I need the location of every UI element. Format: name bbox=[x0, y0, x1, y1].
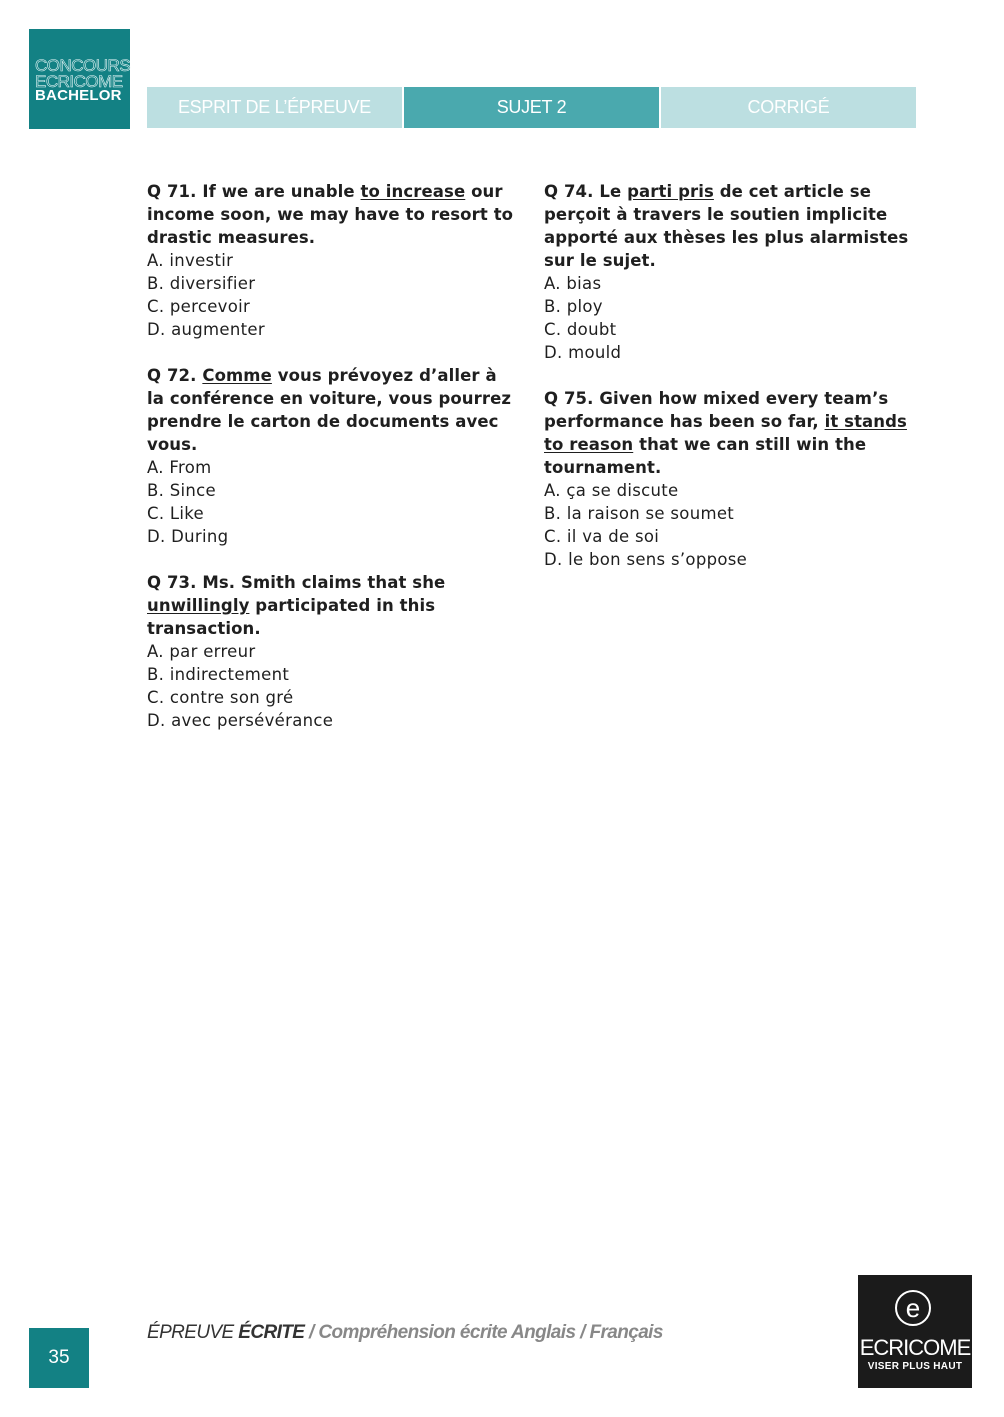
option-d: D. mould bbox=[544, 343, 622, 362]
page-number: 35 bbox=[29, 1328, 89, 1388]
footer-epreuve: ÉPREUVE bbox=[147, 1322, 239, 1343]
option-b: B. la raison se soumet bbox=[544, 504, 735, 523]
section-tabs bbox=[147, 87, 916, 128]
underlined-term: to increase bbox=[360, 182, 466, 201]
option-d: D. avec persévérance bbox=[147, 711, 334, 730]
concours-logo bbox=[29, 29, 130, 129]
ecricome-e-icon: e bbox=[895, 1290, 931, 1326]
right-column bbox=[544, 180, 914, 594]
left-column bbox=[147, 180, 517, 755]
question-72-text: Q 72. Comme vous prévoyez d’aller à la conférence en voiture, vous pourrez prendre le carton de documents avec vous. bbox=[147, 366, 512, 454]
option-c: C. doubt bbox=[544, 320, 617, 339]
option-b: B. diversifier bbox=[147, 274, 256, 293]
footer-ecrite: ÉCRITE bbox=[238, 1322, 305, 1343]
underlined-term: unwillingly bbox=[147, 596, 250, 615]
option-a: A. par erreur bbox=[147, 642, 256, 661]
question-71-text: Q 71. If we are unable to increase our income soon, we may have to resort to drastic measures. bbox=[147, 182, 514, 247]
option-c: C. il va de soi bbox=[544, 527, 660, 546]
question-71 bbox=[147, 180, 517, 341]
footer-subject: Compréhension écrite Anglais / Français bbox=[318, 1322, 663, 1343]
option-d: D. le bon sens s’oppose bbox=[544, 550, 748, 569]
question-75-text: Q 75. Given how mixed every team’s performance has been so far, it stands to reason that we can still win the tournament. bbox=[544, 389, 907, 477]
question-75 bbox=[544, 387, 914, 571]
ecricome-logo-name: ECRICOME bbox=[859, 1335, 971, 1360]
question-73 bbox=[147, 571, 517, 732]
question-74-text: Q 74. Le parti pris de cet article se perçoit à travers le soutien implicite apporté aux thèses les plus alarmistes sur le sujet. bbox=[544, 182, 909, 270]
underlined-term: parti pris bbox=[627, 182, 714, 201]
question-74 bbox=[544, 180, 914, 364]
underlined-term: it stands to reason bbox=[544, 412, 907, 454]
logo-line-ecricome: ECRICOME bbox=[35, 72, 123, 91]
question-72 bbox=[147, 364, 517, 548]
question-73-text: Q 73. Ms. Smith claims that she unwillingly participated in this transaction. bbox=[147, 573, 446, 638]
ecricome-logo-tagline: VISER PLUS HAUT bbox=[867, 1361, 963, 1372]
logo-line-bachelor: BACHELOR bbox=[35, 87, 122, 104]
logo-line-concours: CONCOURS bbox=[35, 56, 131, 75]
option-b: B. Since bbox=[147, 481, 216, 500]
option-a: A. investir bbox=[147, 251, 234, 270]
tab-sujet-2[interactable]: SUJET 2 bbox=[404, 87, 659, 128]
option-a: A. ça se discute bbox=[544, 481, 679, 500]
option-d: D. augmenter bbox=[147, 320, 265, 339]
option-a: A. bias bbox=[544, 274, 602, 293]
ecricome-logo bbox=[858, 1275, 972, 1388]
option-a: A. From bbox=[147, 458, 212, 477]
option-c: C. contre son gré bbox=[147, 688, 294, 707]
option-b: B. ploy bbox=[544, 297, 603, 316]
option-d: D. During bbox=[147, 527, 229, 546]
underlined-term: Comme bbox=[202, 366, 272, 385]
footer-separator: / bbox=[304, 1322, 319, 1343]
tab-esprit-epreuve[interactable]: ESPRIT DE L’ÉPREUVE bbox=[147, 87, 402, 128]
footer-title bbox=[147, 1322, 663, 1344]
option-b: B. indirectement bbox=[147, 665, 290, 684]
option-c: C. Like bbox=[147, 504, 205, 523]
tab-corrige[interactable]: CORRIGÉ bbox=[661, 87, 916, 128]
option-c: C. percevoir bbox=[147, 297, 251, 316]
